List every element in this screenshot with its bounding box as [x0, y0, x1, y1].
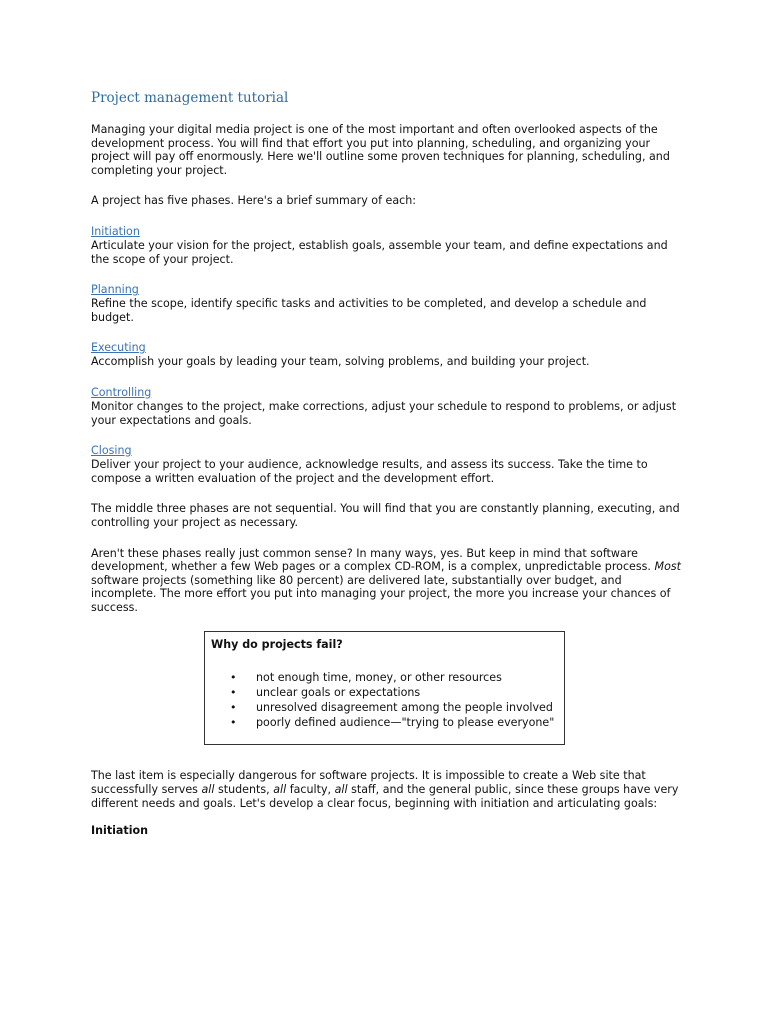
intro-paragraph: Managing your digital media project is one of the most important and often overlooked aspects of the development process. You will find that effort you put into planning, scheduling, and organizing your project will pay off enormously. Here we'll outline some proven techniques for planning, scheduling, and completing your project. [91, 123, 670, 177]
phase-link-initiation[interactable]: Initiation [91, 224, 140, 238]
phase-initiation [91, 225, 681, 266]
phase-controlling [91, 386, 681, 427]
phase-description: Monitor changes to the project, make corrections, adjust your schedule to respond to problems, or adjust your expectations and goals. [91, 399, 677, 427]
phase-executing [91, 341, 681, 369]
middle-phases-paragraph: The middle three phases are not sequential. You will find that you are constantly planning, executing, and controlling your project as necessary. [91, 502, 680, 529]
text-run: faculty, [286, 783, 335, 797]
list-item-text: poorly defined audience—"trying to please everyone" [256, 716, 555, 730]
last-item-paragraph [91, 769, 681, 810]
phase-planning [91, 283, 681, 324]
list-item [211, 685, 558, 700]
text-run: The last item is especially dangerous for software projects. It is impossible to create a Web site that successfully serves [91, 769, 646, 797]
phase-closing [91, 444, 681, 485]
bullet-icon: • [230, 716, 237, 730]
section-heading-initiation: Initiation [91, 824, 149, 838]
phase-description: Refine the scope, identify specific tasks and activities to be completed, and develop a schedule and budget. [91, 297, 647, 324]
why-projects-fail-box [204, 631, 565, 745]
fail-reasons-list [211, 670, 558, 730]
list-item [211, 670, 558, 685]
summary-lead: A project has five phases. Here's a brief summary of each: [91, 194, 417, 208]
page-title: Project management tutorial [91, 90, 289, 106]
phase-link-controlling[interactable]: Controlling [91, 385, 152, 399]
emphasis-all: all [273, 783, 287, 797]
emphasis-all: all [334, 783, 348, 797]
bullet-icon: • [230, 701, 237, 715]
bullet-icon: • [230, 671, 237, 685]
phase-link-planning[interactable]: Planning [91, 283, 139, 297]
text-run: software projects (something like 80 percent) are delivered late, substantially over budget, and incomplete. The more effort you put into managing your project, the more you increase your chances of success. [91, 573, 671, 614]
list-item [211, 715, 558, 730]
list-item-text: unclear goals or expectations [256, 686, 421, 700]
phase-link-closing[interactable]: Closing [91, 444, 132, 458]
bullet-icon: • [230, 686, 237, 700]
phase-description: Deliver your project to your audience, acknowledge results, and assess its success. Take the time to compose a written evaluation of the project and the development effort. [91, 458, 648, 485]
phase-description: Accomplish your goals by leading your team, solving problems, and building your project. [91, 355, 590, 369]
text-run: Aren't these phases really just common sense? In many ways, yes. But keep in mind that software development, whether a few Web pages or a complex CD-ROM, is a complex, unpredictable process. [91, 546, 655, 574]
text-run: staff, and the general public, since these groups have very different needs and goals. Let's develop a clear focus, beginning with initiation and articulating goals: [91, 783, 679, 810]
list-item-text: unresolved disagreement among the people involved [256, 701, 553, 715]
document-page [91, 88, 681, 838]
phase-description: Articulate your vision for the project, establish goals, assemble your team, and define expectations and the scope of your project. [91, 238, 668, 266]
emphasis-all: all [201, 783, 215, 797]
list-item-text: not enough time, money, or other resources [256, 671, 502, 685]
emphasis-most: Most [654, 560, 681, 574]
phase-link-executing[interactable]: Executing [91, 341, 146, 355]
list-item [211, 700, 558, 715]
text-run: students, [214, 783, 274, 797]
box-title: Why do projects fail? [211, 638, 343, 652]
common-sense-paragraph [91, 547, 681, 615]
